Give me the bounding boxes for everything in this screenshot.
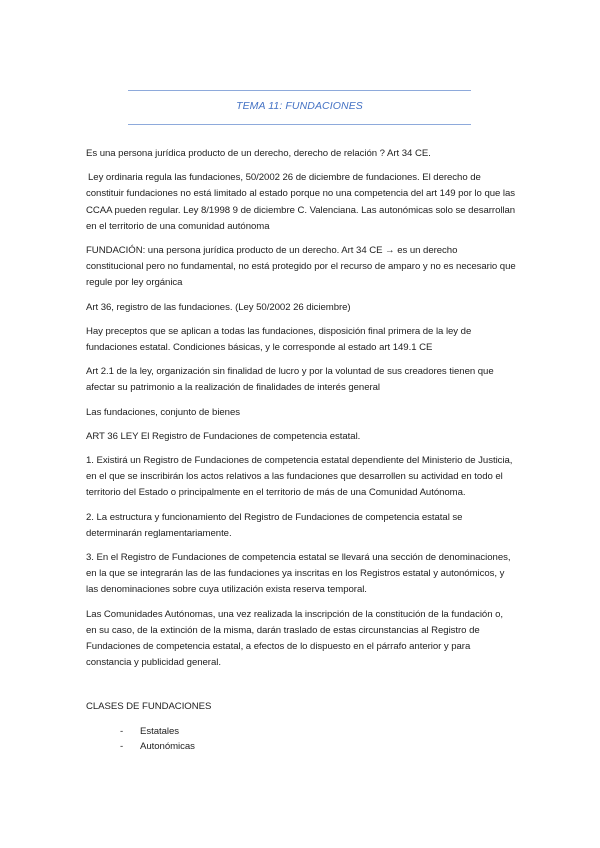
list-item [86, 724, 516, 740]
page-title: TEMA 11: FUNDACIONES [236, 100, 363, 112]
paragraph-fundacion-definition: FUNDACIÓN: una persona jurídica producto de un derecho. Art 34 CE → es un derecho constitucional pero no fundamental, no está protegido por el recurso de amparo y no es necesario que regule por ley orgánica [86, 245, 516, 289]
paragraph-preceptos: Hay preceptos que se aplican a todas las fundaciones, disposición final primera de la ley de fundaciones estatal. Condiciones básicas, y le corresponde al estado art 149.1 CE [86, 325, 472, 354]
document-body [86, 146, 516, 755]
title-rule-top [128, 90, 471, 91]
paragraph-intro: Es una persona jurídica producto de un derecho, derecho de relación ? Art 34 CE. [86, 148, 431, 159]
paragraph-art-2-1: Art 2.1 de la ley, organización sin finalidad de lucro y por la voluntad de sus creadores tienen que afectar su patrimonio a la realización de finalidades de interés general [86, 366, 494, 394]
list-item-label: Estatales [140, 725, 180, 737]
classes-list [86, 724, 516, 755]
list-item-label: Autonómicas [140, 741, 195, 753]
list-marker: - [120, 741, 124, 753]
paragraph-point-3: 3. En el Registro de Fundaciones de competencia estatal se llevará una sección de denominaciones, en la que se integrarán las de las fundaciones ya inscritas en los Registros estatal y autonómicos, y las denominaciones sobre cuya utilización exista reserva temporal. [86, 552, 511, 596]
list-item [86, 739, 516, 755]
classes-heading: CLASES DE FUNDACIONES [86, 701, 212, 713]
title-rule-bottom [128, 124, 471, 125]
paragraph-art-36: Art 36, registro de las fundaciones. (Ley 50/2002 26 diciembre) [86, 301, 351, 313]
paragraph-conjunto-bienes: Las fundaciones, conjunto de bienes [86, 406, 240, 418]
paragraph-art-36-ley: ART 36 LEY El Registro de Fundaciones de competencia estatal. [86, 430, 361, 442]
paragraph-point-1: 1. Existirá un Registro de Fundaciones de competencia estatal dependiente del Ministerio de Justicia, en el que se inscribirán los actos relativos a las fundaciones que desarrollen su actividad en todo el territorio del Estado o principalmente en el territorio de más de una Comunidad Autónoma. [86, 455, 513, 499]
list-marker: - [120, 725, 124, 737]
paragraph-point-2: 2. La estructura y funcionamiento del Registro de Fundaciones de competencia estatal se determinarán reglamentariamente. [86, 511, 463, 539]
paragraph-ley-ordinaria: Ley ordinaria regula las fundaciones, 50/2002 26 de diciembre de fundaciones. El derecho de constituir fundaciones no está limitado al estado porque no una competencia del art 149 por lo que las CCAA pueden regular. Ley 8/1998 9 de diciembre C. Valenciana. Las autonómicas solo se desarrollan en el territorio de una comunidad autónoma [86, 172, 516, 232]
paragraph-comunidades: Las Comunidades Autónomas, una vez realizada la inscripción de la constitución de la fundación o, en su caso, de la extinción de la misma, darán traslado de estas circunstancias al Registro de Fundaciones de competencia estatal, a efectos de lo dispuesto en el párrafo anterior y para constancia y publicidad general. [86, 608, 504, 669]
